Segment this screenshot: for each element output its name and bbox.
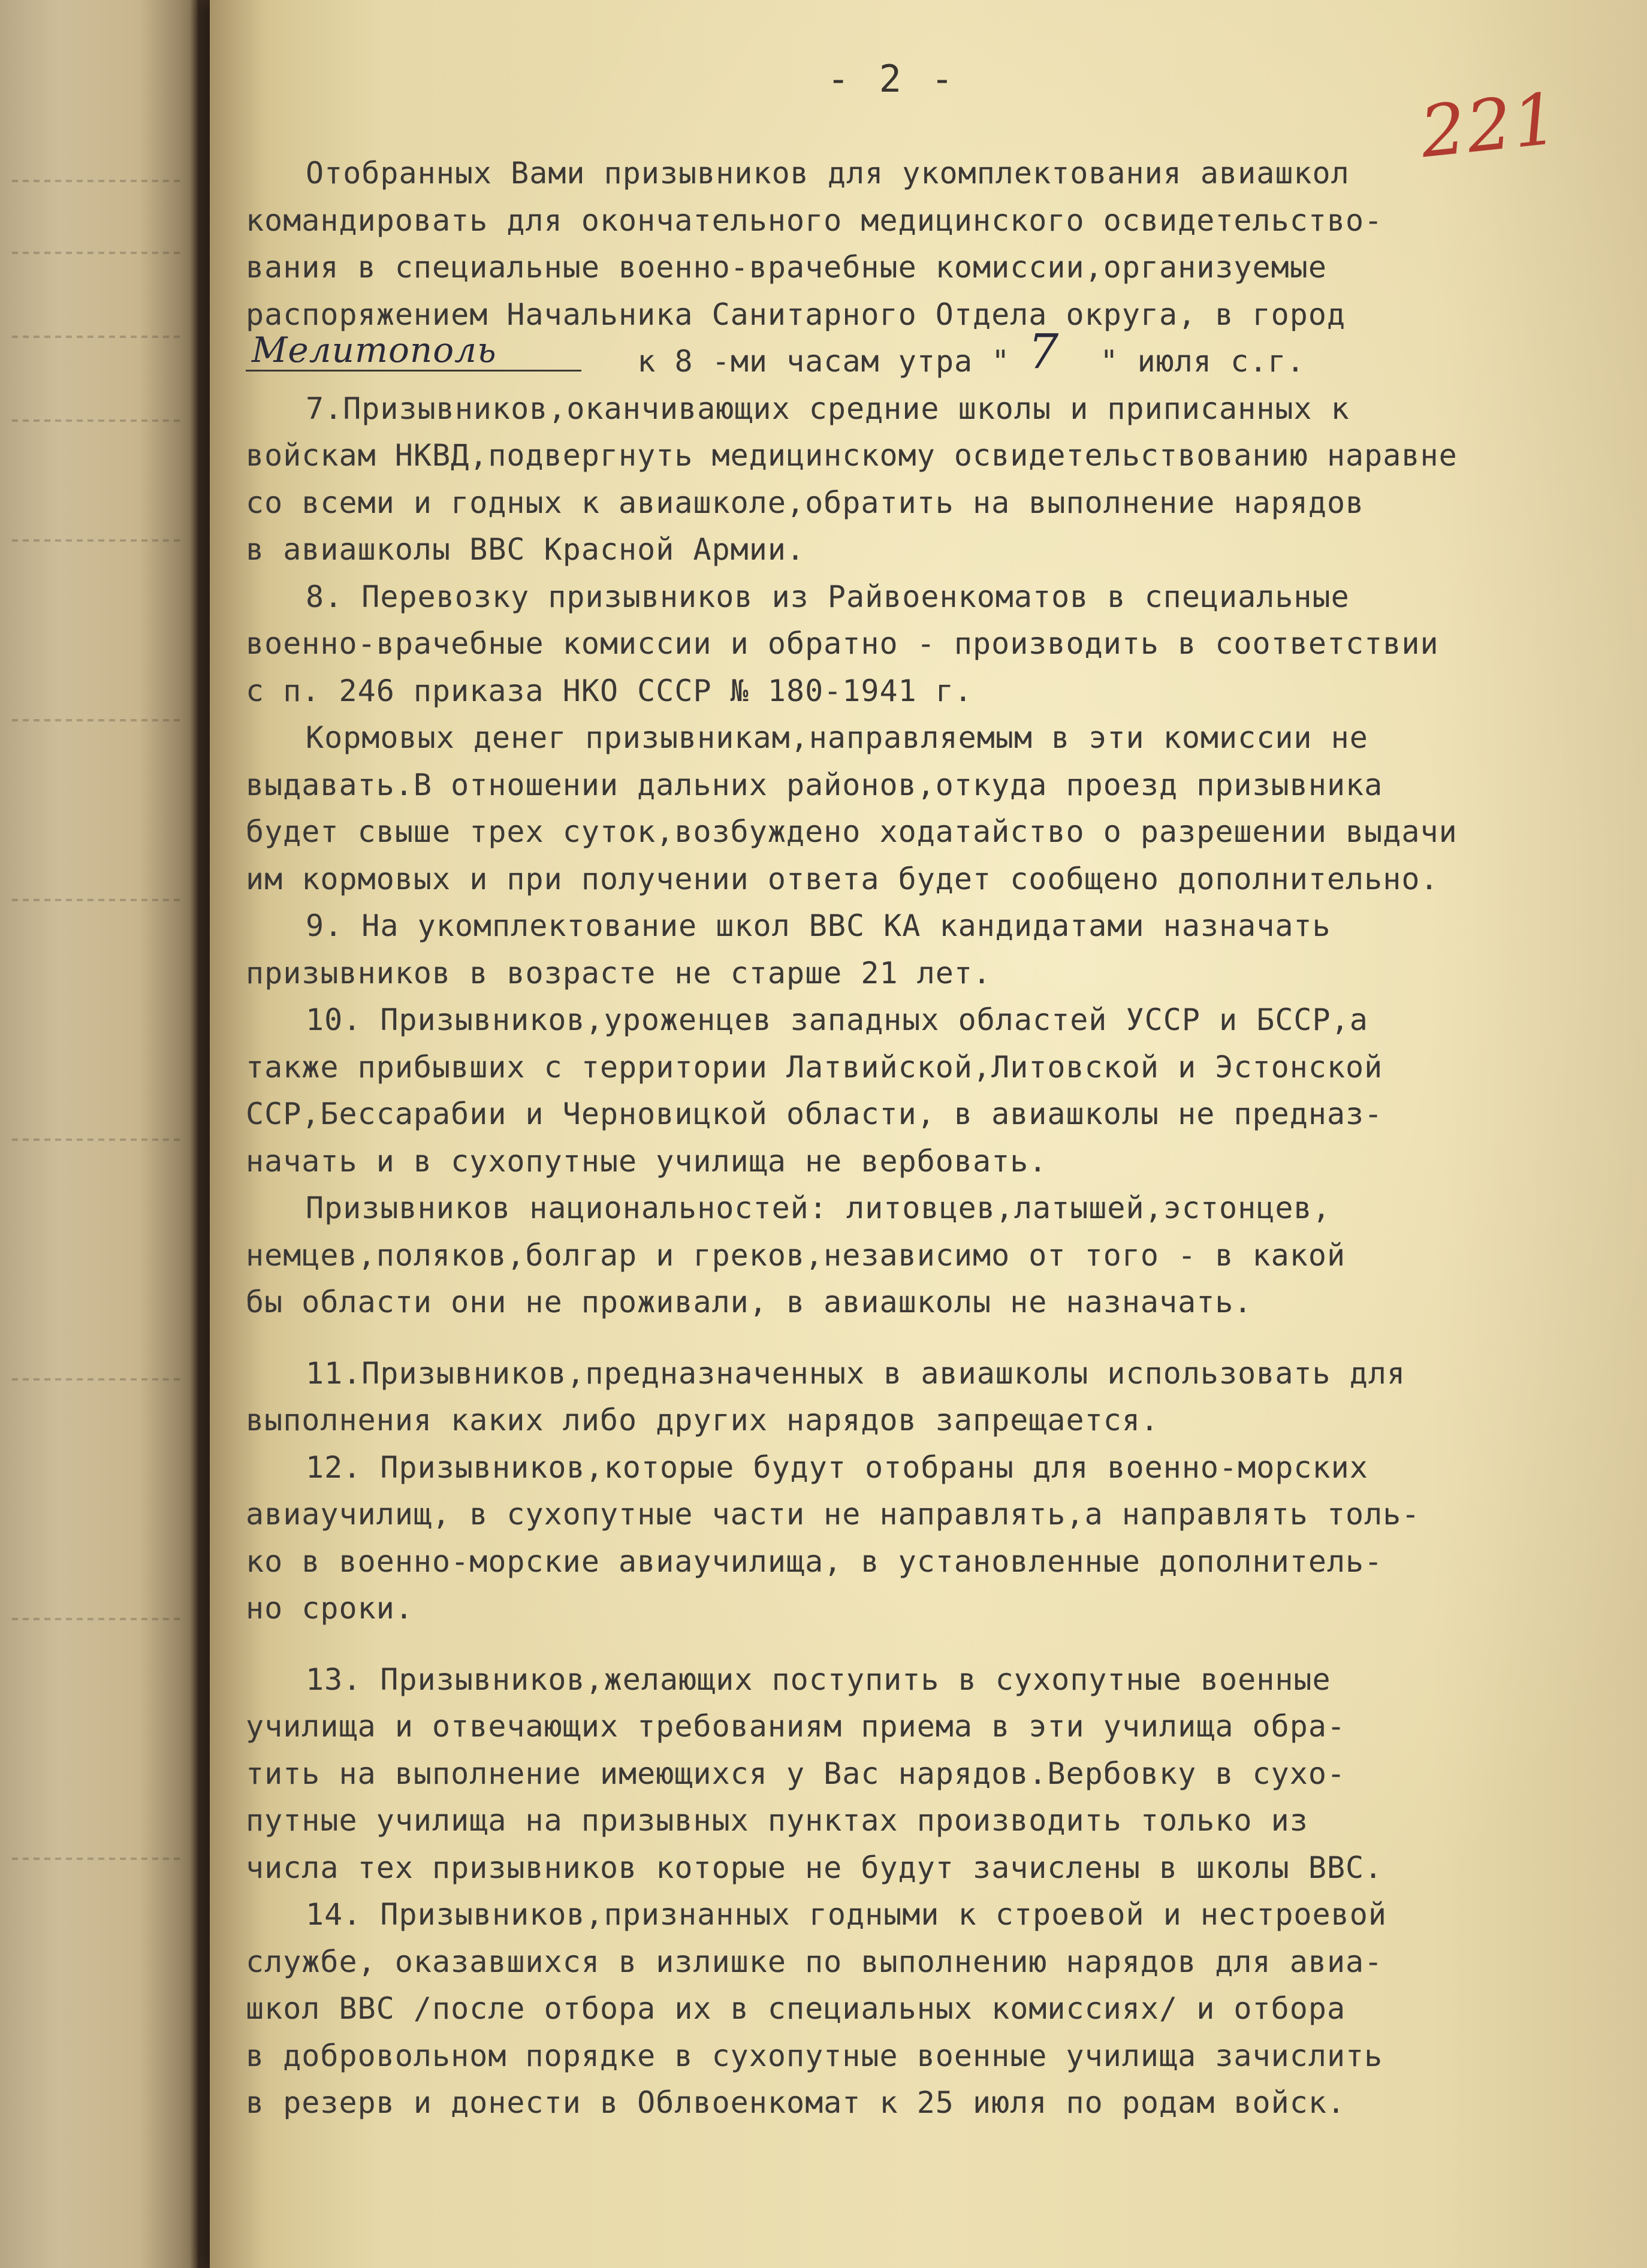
text-line: 10. Призывников,уроженцев западных областей УССР и БССР,а [306,1002,1368,1037]
text-line-with-blanks [246,323,1588,385]
text-line: 8. Перевозку призывников из Райвоенкоматов в специальные [306,579,1350,614]
text-line: начать и в сухопутные училища не вербовать. [246,1143,1048,1179]
text-line: со всеми и годных к авиашколе,обратить на выполнение нарядов [246,485,1365,520]
handwritten-city: Мелитополь [252,329,497,370]
text-line: путные училища на призывных пунктах производить только из [246,1803,1308,1838]
text-line: бы области они не проживали, в авиашколы не назначать. [246,1285,1253,1319]
text-line: 14. Призывников,признанных годными к строевой и нестроевой [306,1897,1387,1932]
text-line: ко в военно-морские авиаучилища, в установленные дополнитель- [246,1544,1383,1579]
text-line: немцев,поляков,болгар и греков,независимо от того - в какой [246,1237,1346,1273]
text-line: призывников в возрасте не старше 21 лет. [246,955,992,990]
document-sheet [210,0,1647,2268]
text-line: 13. Призывников,желающих поступить в сухопутные военные [306,1662,1331,1697]
ghost-text-line [12,1138,180,1141]
time-text: к 8 -ми часам утра " [637,344,1010,379]
text-line: Кормовых денег призывникам,направляемым в эти комиссии не [306,720,1368,755]
text-line: им кормовых и при получении ответа будет сообщено дополнительно. [246,861,1439,896]
text-line: в авиашколы ВВС Красной Армии. [246,532,806,567]
paragraph-gap [246,1632,1588,1656]
text-line: Отобранных Вами призывников для укомплектования авиашкол [306,156,1350,191]
text-line: выполнения каких либо других нарядов запрещается. [246,1403,1160,1437]
text-line: с п. 246 приказа НКО СССР № 180-1941 г. [246,673,973,708]
text-line: также прибывших с территории Латвийской,Литовской и Эстонской [246,1049,1383,1085]
ghost-text-line [12,719,180,721]
text-line: вания в специальные военно-врачебные комиссии,организуемые [246,250,1327,285]
text-line: 7.Призывников,оканчивающих средние школы и приписанных к [306,391,1350,426]
text-line: командировать для окончательного медицинского освидетельство- [246,203,1383,238]
typewritten-body [246,150,1588,2127]
text-line: авиаучилищ, в сухопутные части не направлять,а направлять толь- [246,1497,1420,1532]
text-line: числа тех призывников которые не будут зачислены в школы ВВС. [246,1850,1383,1885]
city-blank-field [246,329,581,372]
text-line: военно-врачебные комиссии и обратно - производить в соответствии [246,626,1439,661]
ghost-text-line [12,1378,180,1381]
text-line: училища и отвечающих требованиям приема в эти училища обра- [246,1709,1346,1744]
text-line: школ ВВС /после отбора их в специальных комиссиях/ и отбора [246,1991,1346,2026]
ghost-text-line [12,1858,180,1860]
ghost-text-line [12,252,180,254]
ghost-text-line [12,899,180,901]
text-line: 12. Призывников,которые будут отобраны для военно-морских [306,1449,1368,1485]
handwritten-day: 7 [1028,323,1060,379]
ghost-text-line [12,539,180,542]
text-line: распоряжением Начальника Санитарного Отдела округа, в город [246,297,1346,332]
text-line: войскам НКВД,подвергнуть медицинскому освидетельствованию наравне [246,438,1458,473]
ghost-text-line [12,419,180,422]
text-line: 9. На укомплектование школ ВВС КА кандидатами назначать [306,908,1331,943]
text-line: в резерв и донести в Облвоенкомат к 25 июля по родам войск. [246,2085,1346,2120]
page-number: - 2 - [827,57,957,101]
paragraph-gap [246,1326,1588,1350]
text-line: тить на выполнение имеющихся у Вас нарядов.Вербовку в сухо- [246,1756,1346,1791]
previous-page-edge [0,0,198,2268]
text-line: службе, оказавшихся в излишке по выполнению нарядов для авиа- [246,1944,1383,1979]
text-line: ССР,Бессарабии и Черновицкой области, в авиашколы не предназ- [246,1097,1383,1131]
text-line: выдавать.В отношении дальних районов,откуда проезд призывника [246,767,1383,802]
ghost-text-line [12,1618,180,1620]
ghost-text-line [12,336,180,338]
text-line: но сроки. [246,1591,414,1626]
ghost-text-line [12,180,180,182]
archive-folio-number: 221 [1416,77,1563,174]
text-line: 11.Призывников,предназначенных в авиашколы использовать для [306,1355,1406,1391]
text-line: будет свыше трех суток,возбуждено ходатайство о разрешении выдачи [246,814,1458,849]
month-text: " июля с.г. [1100,344,1305,379]
text-line: Призывников национальностей: литовцев,латышей,эстонцев, [306,1191,1331,1225]
text-line: в добровольном порядке в сухопутные военные училища зачислить [246,2038,1383,2073]
